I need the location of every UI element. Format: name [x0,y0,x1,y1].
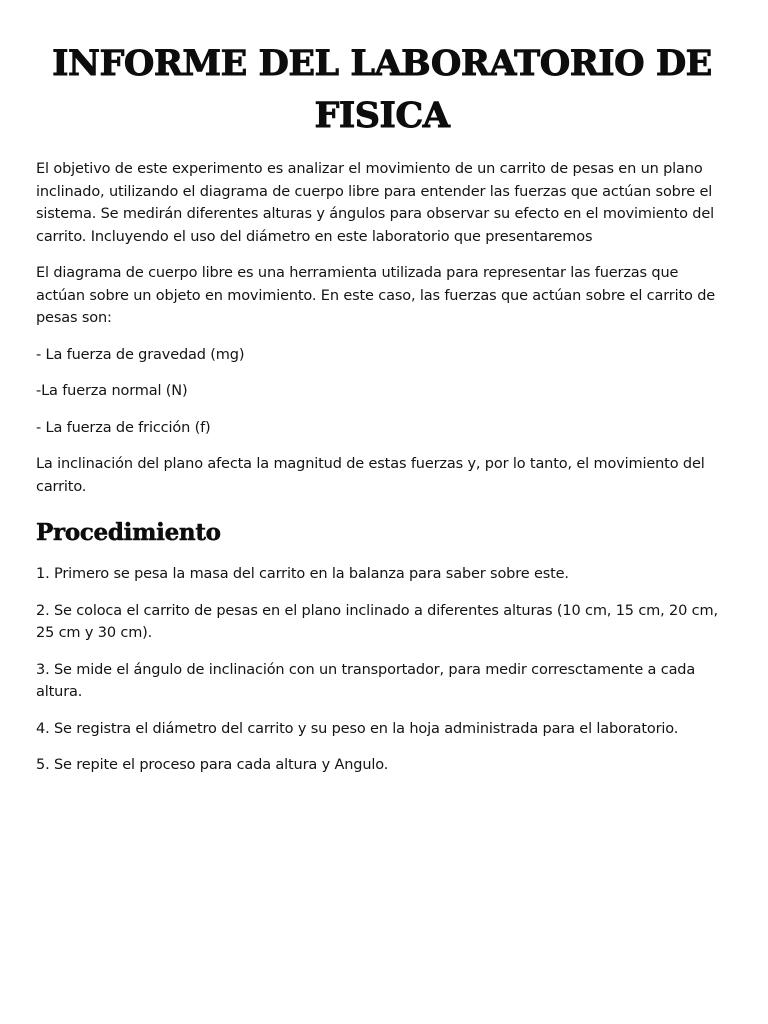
force-item: - La fuerza de gravedad (mg) [36,346,245,363]
force-item: -La fuerza normal (N) [36,383,188,399]
procedure-step: 1. Primero se pesa la masa del carrito en la balanza para saber sobre este. [36,566,569,582]
document-title: INFORME DEL LABORATORIO DE FISICA [52,43,712,136]
procedure-step: 3. Se mide el ángulo de inclinación con un transportador, para medir corresctamente a cada altura. [36,661,696,700]
procedure-step: 5. Se repite el proceso para cada altura y Angulo. [36,757,389,773]
procedure-step: 4. Se registra el diámetro del carrito y su peso en la hoja administrada para el laboratorio. [36,720,679,737]
diagram-paragraph: El diagrama de cuerpo libre es una herramienta utilizada para representar las fuerzas que actúan sobre un objeto en movimiento. En este caso, las fuerzas que actúan sobre el carrito de pesas son: [36,265,716,326]
intro-paragraph: El objetivo de este experimento es analizar el movimiento de un carrito de pesas en un plano inclinado, utilizando el diagrama de cuerpo libre para entender las fuerzas que actúan sobre el sistema. Se medirán diferentes alturas y ángulos para observar su efecto en el movimiento del carrito. Incluyendo el uso del diámetro en este laboratorio que presentaremos [36,161,714,245]
inclination-paragraph: La inclinación del plano afecta la magnitud de estas fuerzas y, por lo tanto, el movimiento del carrito. [36,456,705,495]
procedure-step: 2. Se coloca el carrito de pesas en el plano inclinado a diferentes alturas (10 cm, 15 cm, 20 cm, 25 cm y 30 cm). [36,602,718,641]
force-item: - La fuerza de fricción (f) [36,419,211,436]
procedure-heading: Procedimiento [36,519,221,546]
